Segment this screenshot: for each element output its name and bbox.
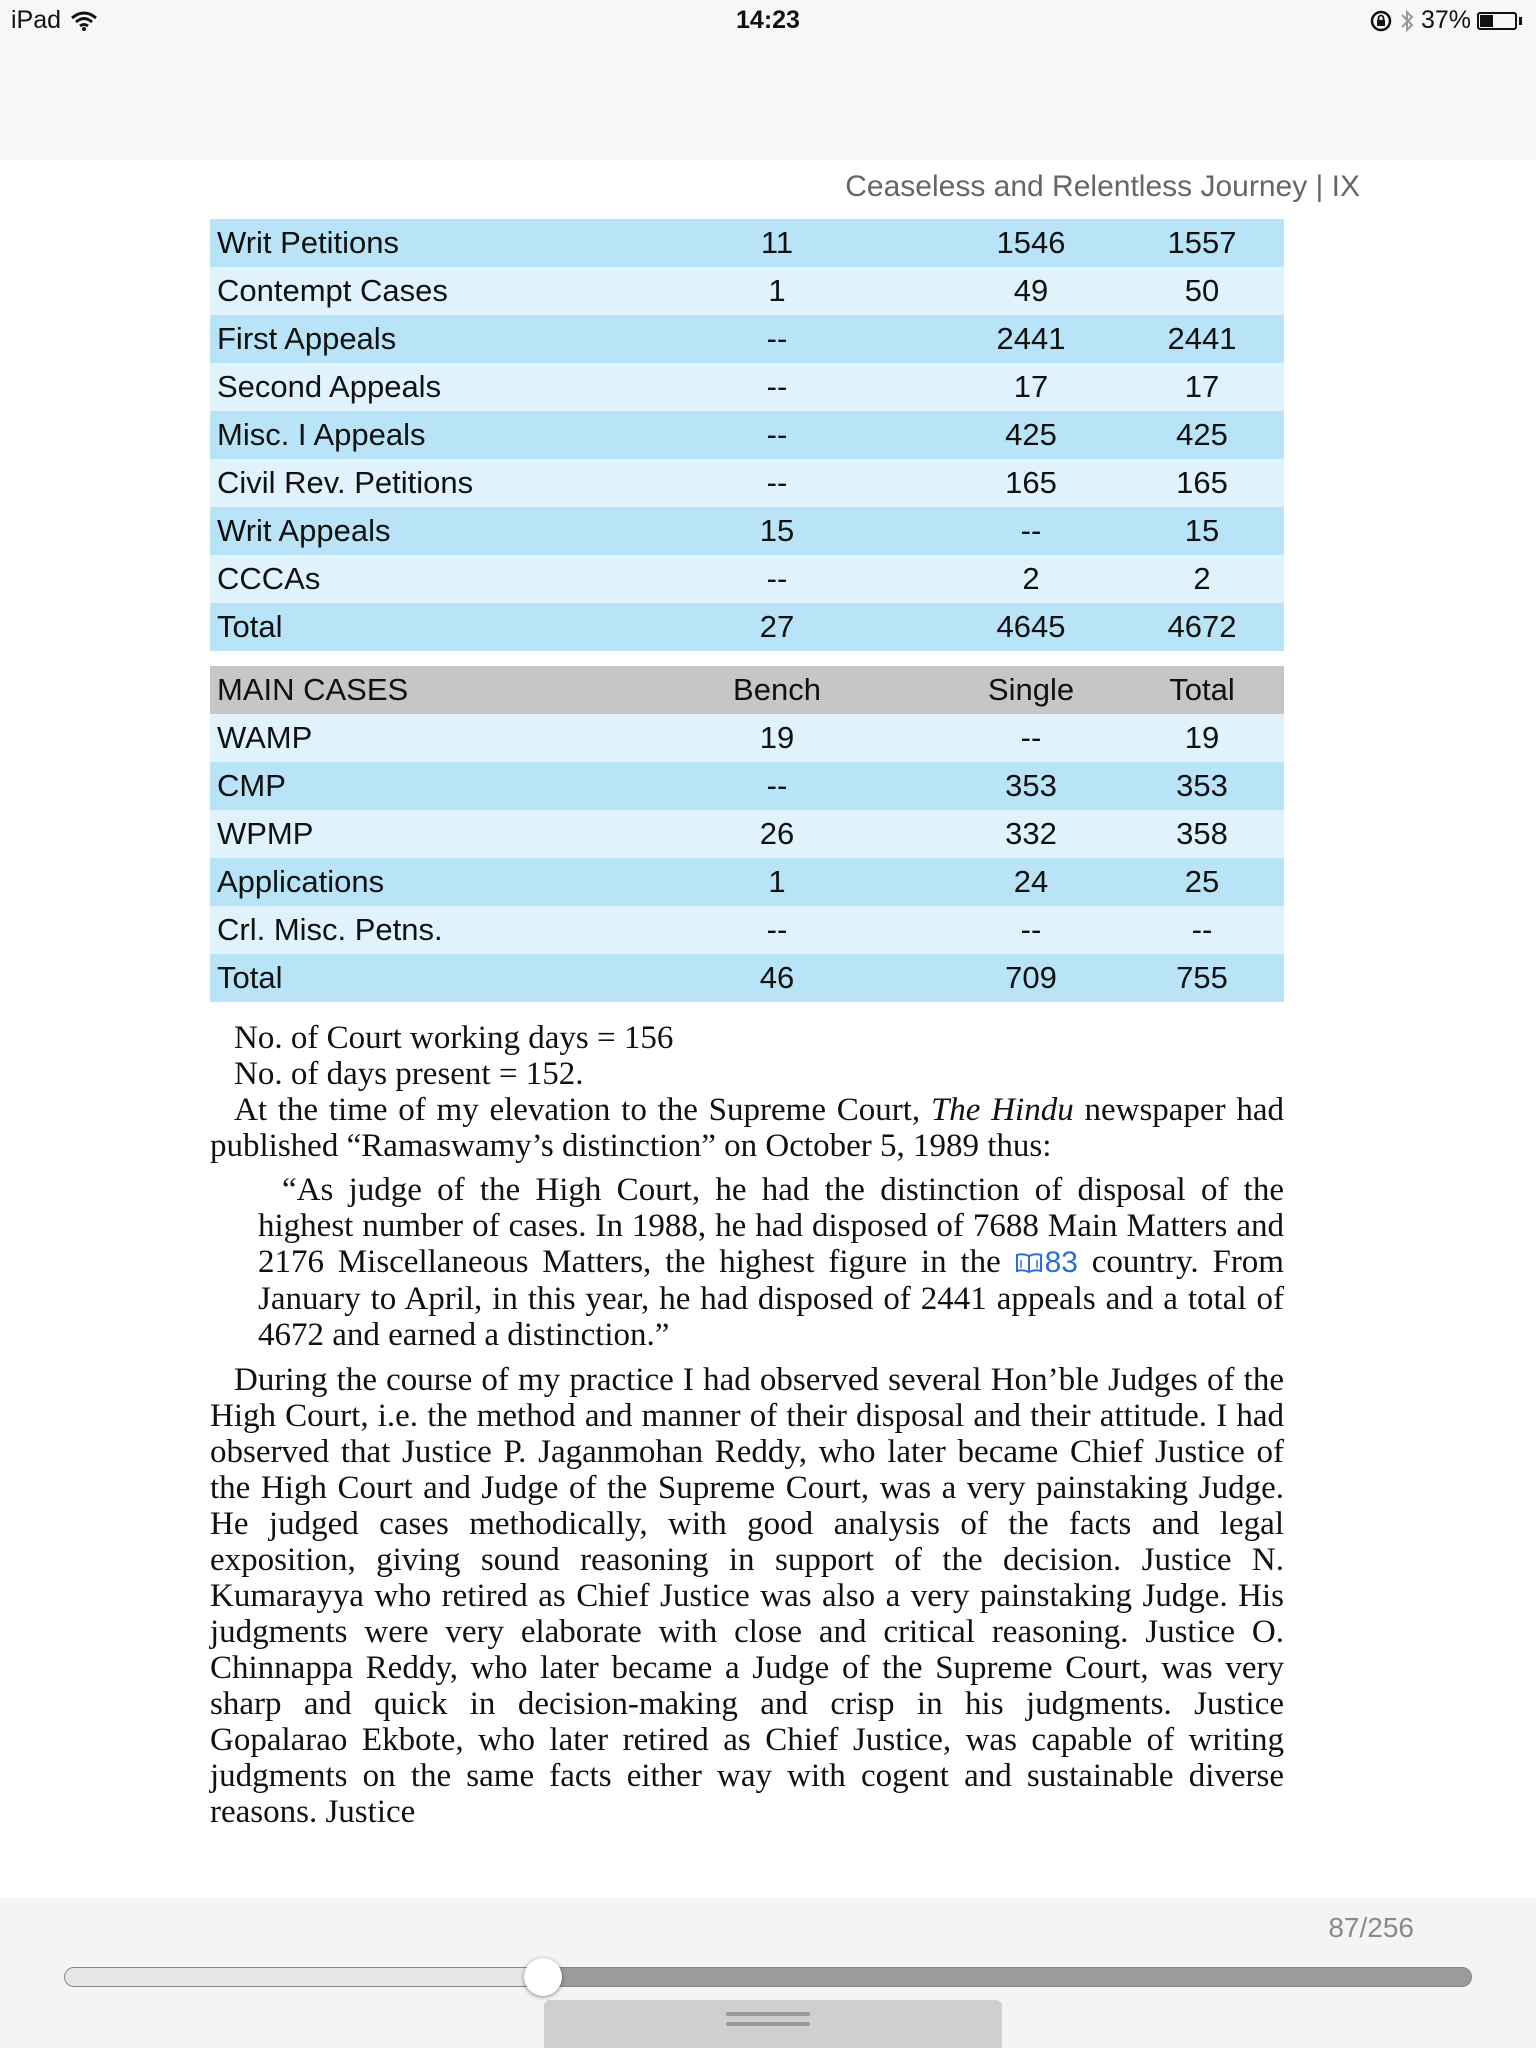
header-single: Single [942, 666, 1120, 714]
grip-line [726, 2022, 810, 2026]
cell-single: 1546 [942, 219, 1120, 267]
cell-label: CMP [210, 762, 612, 810]
header-label: MAIN CASES [210, 666, 612, 714]
cell-bench: 19 [612, 714, 942, 762]
cell-label: Contempt Cases [210, 267, 612, 315]
cell-single: 2441 [942, 315, 1120, 363]
battery-icon [1477, 12, 1517, 30]
cell-bench: -- [612, 315, 942, 363]
cell-single: 353 [942, 762, 1120, 810]
cell-single: 425 [942, 411, 1120, 459]
cell-label: Total [210, 954, 612, 1002]
cell-single: 165 [942, 459, 1120, 507]
cell-total: 50 [1120, 267, 1284, 315]
cell-bench: 26 [612, 810, 942, 858]
cell-label: Total [210, 603, 612, 651]
cell-bench: 46 [612, 954, 942, 1002]
cell-bench: -- [612, 411, 942, 459]
quote-text-b: country. From January to April, in this year, he had disposed of 2441 appeals and a total of 4672 and earned a distinction.” [258, 1244, 1284, 1353]
cell-total: 755 [1120, 954, 1284, 1002]
table-row [210, 219, 1284, 267]
cell-total: 25 [1120, 858, 1284, 906]
cell-bench: -- [612, 906, 942, 954]
cell-label: CCCAs [210, 555, 612, 603]
cell-bench: -- [612, 363, 942, 411]
page-scrubber[interactable] [64, 1967, 1472, 1987]
cell-single: 17 [942, 363, 1120, 411]
cell-total: 353 [1120, 762, 1284, 810]
intro-paragraph [210, 1092, 1284, 1164]
cell-bench: 15 [612, 507, 942, 555]
page-reference-link[interactable] [1015, 1246, 1078, 1279]
cell-total: 358 [1120, 810, 1284, 858]
cell-bench: 1 [612, 267, 942, 315]
cell-label: Crl. Misc. Petns. [210, 906, 612, 954]
cell-label: Second Appeals [210, 363, 612, 411]
grip-line [726, 2012, 810, 2016]
cell-single: 24 [942, 858, 1120, 906]
table-row [210, 315, 1284, 363]
intro-text-a: At the time of my elevation to the Supreme Court, [234, 1092, 931, 1128]
cell-single: -- [942, 714, 1120, 762]
header-total: Total [1120, 666, 1284, 714]
status-right [1369, 6, 1522, 35]
table-row [210, 411, 1284, 459]
cell-single: -- [942, 906, 1120, 954]
book-icon [1015, 1252, 1043, 1274]
table-row [210, 714, 1284, 762]
main-paragraph: During the course of my practice I had observed several Hon’ble Judges of the High Court, i.e. the method and manner of their disposal and their attitude. I had observed that Justice P. Jaganmohan Reddy, who later became Chief Justice of the High Court and Judge of the Supreme Court, was a very painstaking Judge. He judged cases methodically, with good analysis of the facts and legal exposition, giving sound reasoning in support of the decision. Justice N. Kumarayya who retired as Chief Justice was also a very painstaking Judge. His judgments were very elaborate with close and critical reasoning. Justice O. Chinnappa Reddy, who later became a Judge of the Supreme Court, was very sharp and quick in decision-making and crisp in his judgments. Justice Gopalarao Ekbote, who later retired as Chief Justice, was capable of writing judgments on the same facts either way with cogent and sustainable diverse reasons. Justice [210, 1362, 1284, 1830]
quote-text-a: “As judge of the High Court, he had the distinction of disposal of the highest number of cases. In 1988, he had disposed of 7688 Main Matters and 2176 Miscellaneous Matters, the highest figure in the [258, 1172, 1284, 1280]
running-head: Ceaseless and Relentless Journey | IX [845, 170, 1360, 203]
cell-label: First Appeals [210, 315, 612, 363]
cell-total: 4672 [1120, 603, 1284, 651]
cell-single: 49 [942, 267, 1120, 315]
cell-label: WAMP [210, 714, 612, 762]
table-row [210, 459, 1284, 507]
cell-single: 2 [942, 555, 1120, 603]
cell-single: 332 [942, 810, 1120, 858]
table-row [210, 906, 1284, 954]
days-present-line: No. of days present = 152. [234, 1056, 584, 1092]
cell-total: 2 [1120, 555, 1284, 603]
rotation-lock-icon [1369, 9, 1393, 33]
intro-text-b: newspaper had published “Ramaswamy’s distinction” on October 5, 1989 thus: [210, 1092, 1284, 1164]
table-row [210, 810, 1284, 858]
working-days-line: No. of Court working days = 156 [234, 1020, 674, 1056]
cell-total: 165 [1120, 459, 1284, 507]
newspaper-name: The Hindu [930, 1092, 1074, 1128]
cell-bench: -- [612, 555, 942, 603]
cell-bench: -- [612, 459, 942, 507]
cell-bench: -- [612, 762, 942, 810]
page-indicator: 87/256 [1328, 1912, 1414, 1943]
cell-bench: 1 [612, 858, 942, 906]
cell-total: -- [1120, 906, 1284, 954]
device-name: iPad [11, 6, 62, 34]
cell-single: 4645 [942, 603, 1120, 651]
cell-total: 2441 [1120, 315, 1284, 363]
table-row [210, 858, 1284, 906]
cell-label: Writ Appeals [210, 507, 612, 555]
table-row [210, 507, 1284, 555]
page-scrubber-thumb[interactable] [524, 1958, 562, 1996]
cell-label: Misc. I Appeals [210, 411, 612, 459]
cell-total: 425 [1120, 411, 1284, 459]
cell-single: 709 [942, 954, 1120, 1002]
cell-total: 15 [1120, 507, 1284, 555]
cell-label: Writ Petitions [210, 219, 612, 267]
page-reference-number: 83 [1044, 1246, 1078, 1279]
clock: 14:23 [736, 6, 800, 34]
bluetooth-icon [1399, 8, 1415, 34]
cell-label: Civil Rev. Petitions [210, 459, 612, 507]
battery-tip [1519, 17, 1522, 25]
table-row [210, 267, 1284, 315]
battery-percent: 37% [1420, 6, 1471, 34]
cell-label: WPMP [210, 810, 612, 858]
cell-bench: 11 [612, 219, 942, 267]
table-header-row [210, 666, 1284, 714]
cell-total: 17 [1120, 363, 1284, 411]
table-row [210, 954, 1284, 1002]
header-bench: Bench [612, 666, 942, 714]
cases-table [210, 219, 1284, 651]
table-row [210, 603, 1284, 651]
table-row [210, 762, 1284, 810]
cell-label: Applications [210, 858, 612, 906]
table-row [210, 363, 1284, 411]
newspaper-quote [258, 1172, 1284, 1353]
main-cases-table [210, 666, 1284, 1002]
table-row [210, 555, 1284, 603]
cell-single: -- [942, 507, 1120, 555]
cell-total: 1557 [1120, 219, 1284, 267]
cell-total: 19 [1120, 714, 1284, 762]
court-stats [210, 1020, 1284, 1092]
cell-bench: 27 [612, 603, 942, 651]
